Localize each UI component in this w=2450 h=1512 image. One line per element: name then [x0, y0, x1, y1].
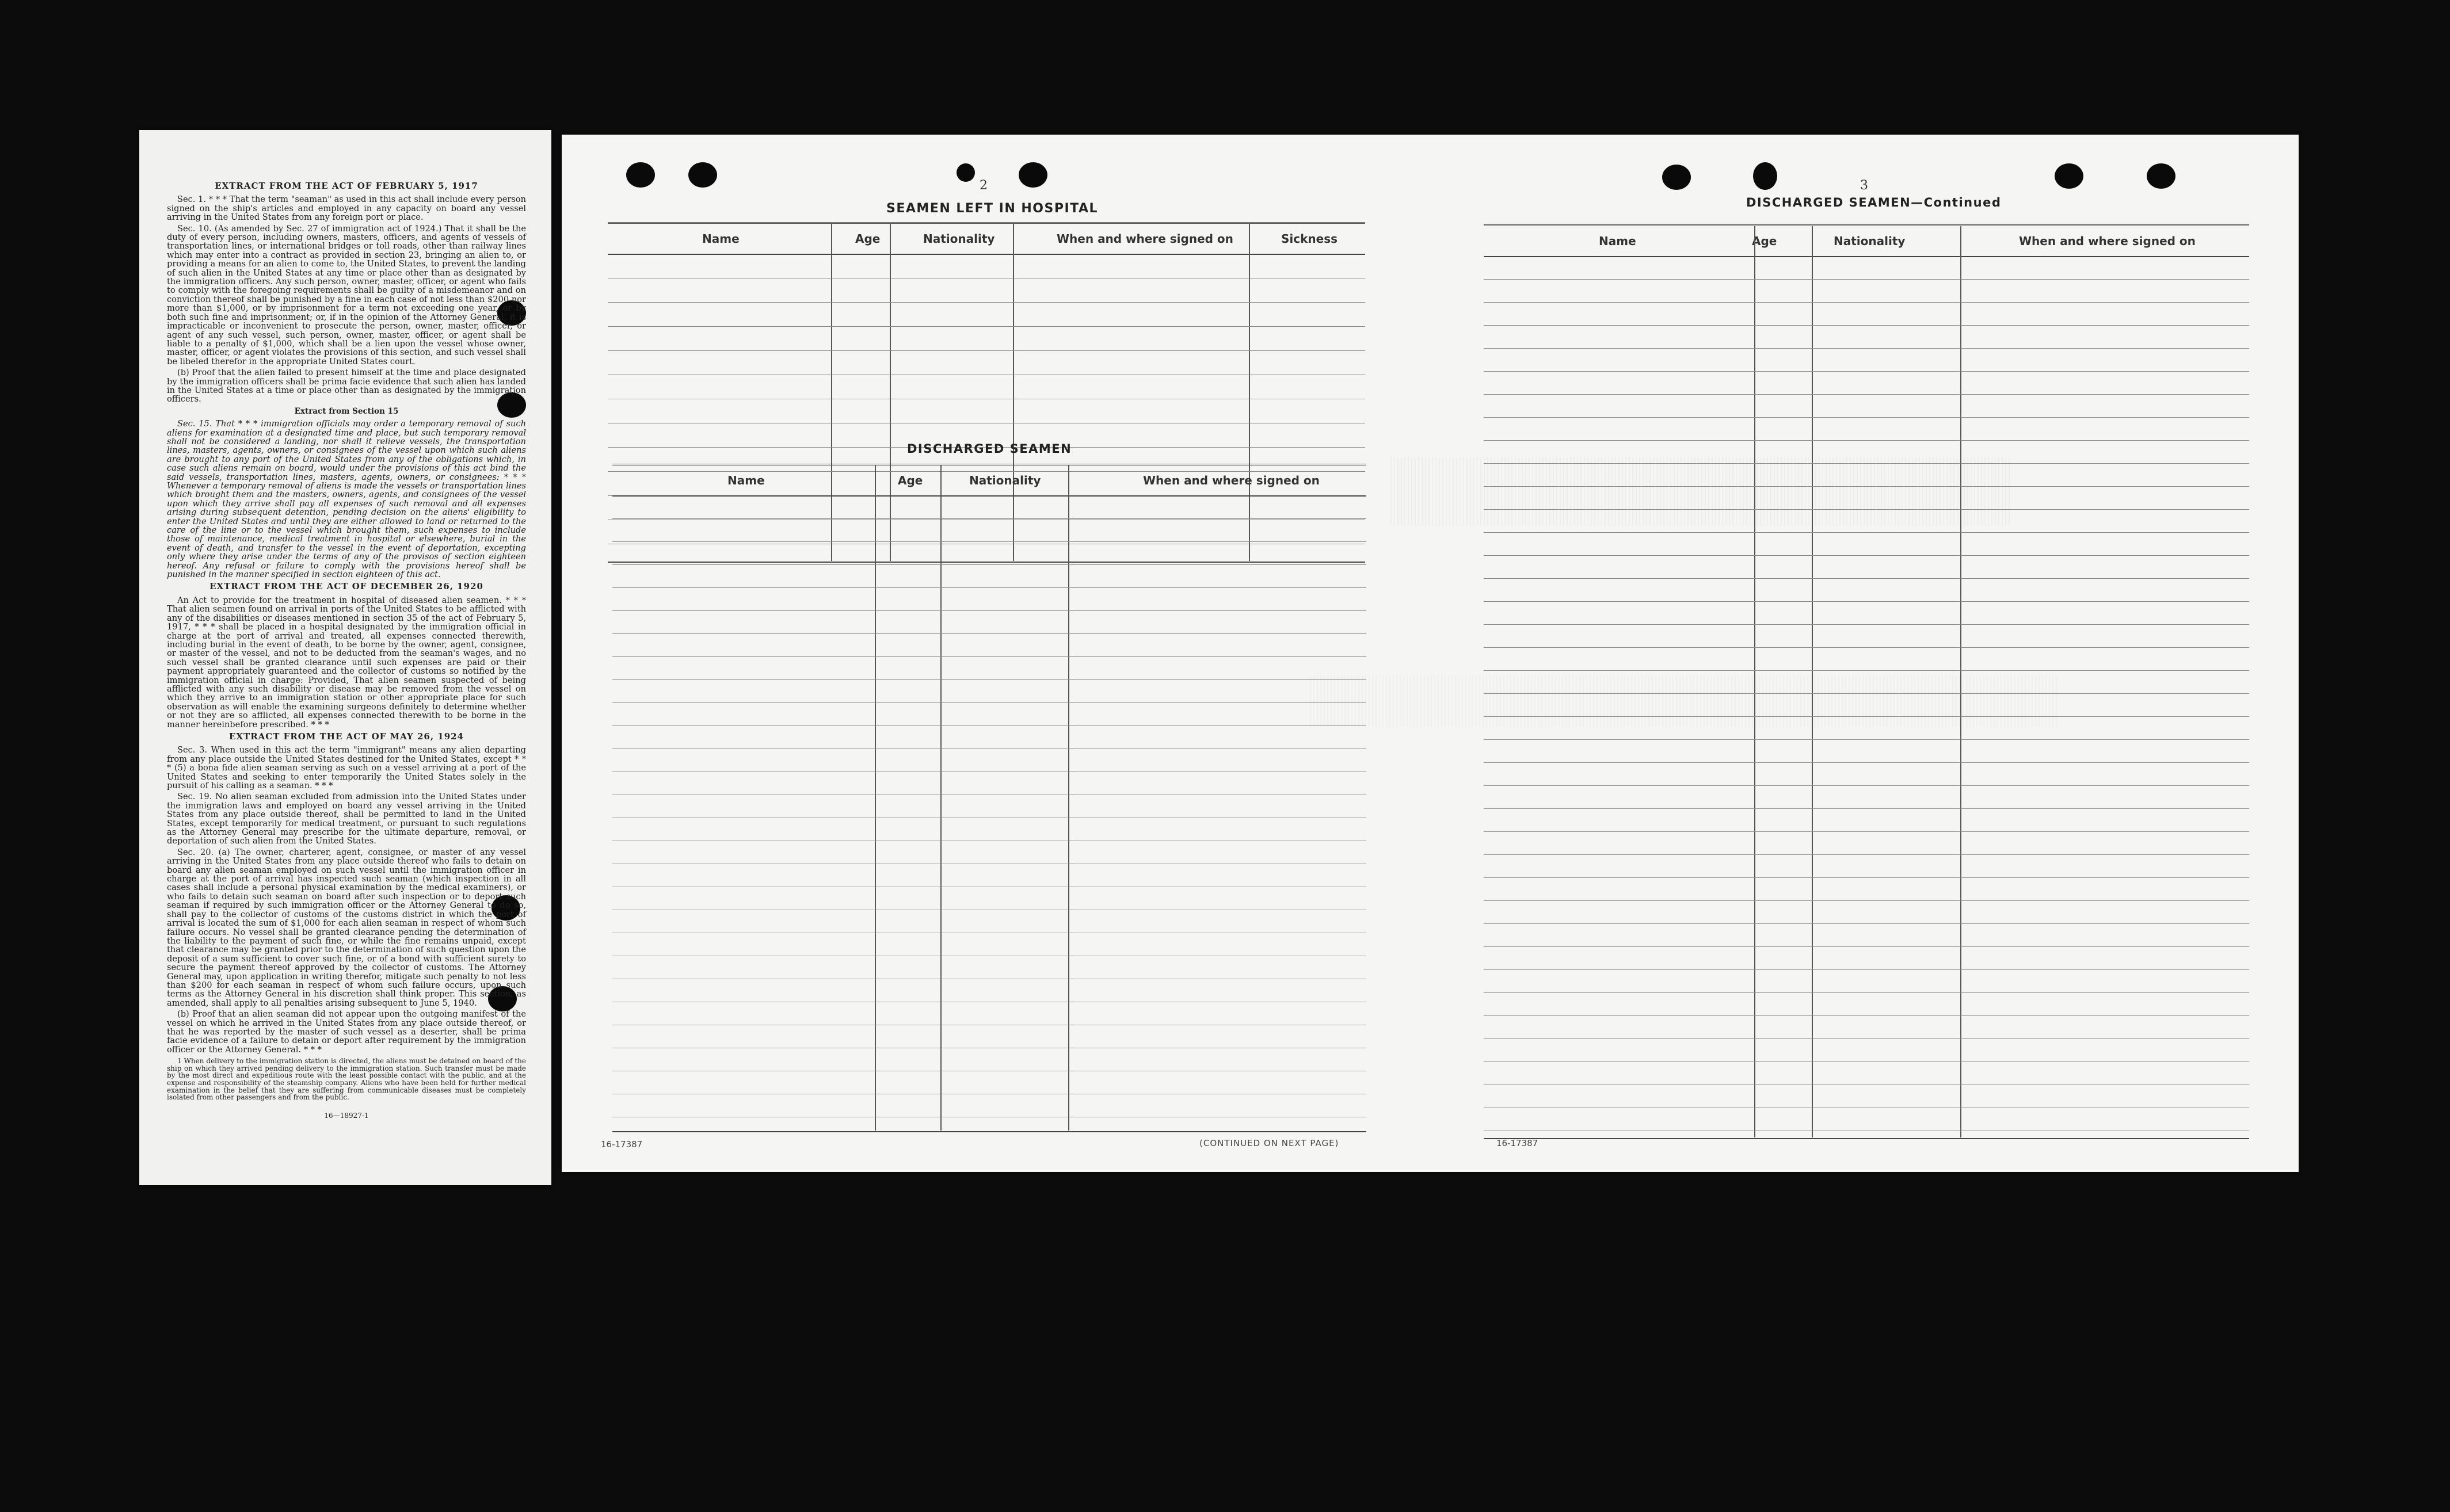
col-sickness: Sickness — [1281, 232, 1338, 246]
column-divider — [1812, 226, 1813, 1137]
blank-row-line — [1484, 992, 2249, 993]
blank-row-line — [1484, 831, 2249, 832]
col-name: Name — [1599, 234, 1636, 248]
heading-act-1924: EXTRACT FROM THE ACT OF MAY 26, 1924 — [228, 731, 464, 742]
paragraph: (b) Proof that the alien failed to present himself at the time and place designated by the immigration officers shall be prima facie evidence that such alien has landed in the United States at a time or place other than as designated by the immigration officers. — [167, 368, 526, 404]
blank-row-line — [1484, 647, 2249, 648]
punch-hole — [2147, 163, 2175, 189]
form-number-page-3: 16-17387 — [1496, 1138, 1538, 1148]
col-nationality: Nationality — [969, 474, 1041, 487]
footnote: 1 When delivery to the immigration station is directed, the aliens must be detained on board of the ship on which they arrived pending delivery to the immigration station. Such transfer must be made by the most direct and expeditious route with the least possible contact with the public, and at the expense and responsibility of the steamship company. Aliens who have been held for further medical examination in the belief that they are suffering from communicable diseases must be completely isolated from other passengers and from the public. — [167, 1057, 526, 1102]
blank-row-line — [1484, 716, 2249, 717]
blank-row-line — [1484, 762, 2249, 763]
blank-row-line — [1484, 969, 2249, 970]
column-divider — [1754, 226, 1755, 1137]
paragraph: Sec. 1. * * * That the term "seaman" as used in this act shall include every person signed on the ship's articles and employed in any capacity on board any vessel arriving in the United States from any foreign port or place. — [167, 194, 526, 223]
punch-hole — [957, 163, 975, 182]
law-extract-text — [167, 178, 526, 1120]
blank-row-line — [608, 302, 1365, 303]
blank-row-line — [1484, 808, 2249, 809]
blank-row-line — [1484, 279, 2249, 280]
col-age: Age — [1752, 234, 1777, 248]
blank-row-line — [1484, 371, 2249, 372]
hospital-section-title: SEAMEN LEFT IN HOSPITAL — [886, 201, 1099, 216]
blank-row-line — [1484, 624, 2249, 625]
paragraph: (b) Proof that an alien seaman did not appear upon the outgoing manifest of the vessel on which he arrived in the United States from any place outside thereof, or that he was reported by the master of such vessel as a deserter, shall be prima facie evidence of a failure to detain or deport after requirement by the immigration officer or the Attorney General. * * * — [167, 1009, 526, 1055]
page-number-3: 3 — [1860, 178, 1868, 193]
col-name: Name — [702, 232, 740, 246]
punch-hole — [1662, 165, 1691, 190]
col-signed-on: When and where signed on — [1057, 232, 1233, 246]
col-age: Age — [898, 474, 923, 487]
col-signed-on: When and where signed on — [2019, 234, 2196, 248]
blank-row-line — [612, 656, 1366, 657]
blank-row-line — [1484, 417, 2249, 418]
blank-row-line — [1484, 440, 2249, 441]
page-number-2: 2 — [980, 178, 988, 193]
col-nationality: Nationality — [1834, 234, 1906, 248]
blank-row-line — [612, 610, 1366, 611]
blank-row-line — [1484, 1038, 2249, 1039]
paragraph: Sec. 19. No alien seaman excluded from admission into the United States under the immigration laws and employed on board any vessel arriving in the United States from any place outside thereof, shall be permitted to land in the United States, except temporarily for medical treatment, or pursuant to such regulations as the Attorney General may prescribe for the ultimate departure, removal, or deportation of such alien from the United States. — [167, 792, 526, 846]
punch-hole — [626, 162, 655, 188]
col-signed-on: When and where signed on — [1143, 474, 1320, 487]
blank-row-line — [1484, 463, 2249, 464]
punch-hole — [688, 162, 717, 188]
col-age: Age — [855, 232, 881, 246]
punch-hole — [2055, 163, 2083, 189]
column-divider — [1068, 465, 1069, 1131]
blank-row-line — [1484, 532, 2249, 533]
discharged-table — [612, 464, 1366, 1131]
blank-row-line — [612, 702, 1366, 703]
blank-row-line — [612, 587, 1366, 588]
manifest-form-sheet — [562, 135, 2299, 1172]
blank-row-line — [1484, 1015, 2249, 1016]
blank-row-line — [1484, 578, 2249, 579]
blank-row-line — [1484, 923, 2249, 924]
blank-row-line — [1484, 739, 2249, 740]
blank-row-line — [1484, 325, 2249, 326]
paragraph: Sec. 3. When used in this act the term "immigrant" means any alien departing from any place outside the United States destined for the United States, except * * * (5) a bona fide alien seaman serving as such on a vessel arriving at a port of the United States and seeking to enter temporarily the United States solely in the pursuit of his calling as a seaman. * * * — [167, 745, 526, 791]
header-rule — [612, 495, 1366, 497]
blank-row-line — [1484, 302, 2249, 303]
continued-note: (CONTINUED ON NEXT PAGE) — [1199, 1138, 1339, 1148]
blank-row-line — [1484, 670, 2249, 671]
blank-row-line — [1484, 601, 2249, 602]
blank-row-line — [608, 326, 1365, 327]
blank-row-line — [1484, 854, 2249, 855]
paragraph: Sec. 15. That * * * immigration officials may order a temporary removal of such aliens for examination at a designated time and place, but such temporary removal shall not be considered a landing, nor shall it relieve vessels, the transportation lines, masters, agents, owners, or consignees of the vessel upon which such aliens are brought to any port of the United States from any of the obligations which, in case such aliens remain on board, would under the provisions of this act bind the said vessels, transportation lines, masters, agents, owners, or consignees: * * * Whenever a temporary removal of aliens is made the vessels or transportation lines which brought them and the masters, owners, agents, and consignees of the vessel upon which they arrive shall pay all expenses of such removal and all expenses arising during subsequent detention, pending decision on the aliens' eligibility to enter the United States and until they are either allowed to land or returned to the care of the line or to the vessel which brought them, such expenses to include those of maintenance, medical treatment in hospital or elsewhere, burial in the event of death, and transfer to the vessel in the event of deportation, excepting only where they arise under the terms of any of the provisos of section eighteen hereof. Any refusal or failure to comply with the provisions hereof shall be punished in the manner specified in section eighteen of this act. — [167, 419, 526, 580]
blank-row-line — [612, 564, 1366, 565]
blank-row-line — [1484, 785, 2249, 786]
discharged-section-title: DISCHARGED SEAMEN — [907, 442, 1072, 456]
form-number-page-2: 16-17387 — [601, 1139, 643, 1150]
form-code: 16—18927-1 — [324, 1111, 369, 1120]
paragraph: An Act to provide for the treatment in hospital of diseased alien seamen. * * * That alien seamen found on arrival in ports of the United States to be afflicted with any of the disabilities or diseases mentioned in section 35 of the act of February 5, 1917, * * * shall be placed in a hospital designated by the immigration official in charge at the port of arrival and treated, all expenses connected therewith, including burial in the event of death, to be borne by the owner, agent, consignee, or master of the vessel, and not to be deducted from the seaman's wages, and no such vessel shall be granted clearance until such expenses are paid or their payment appropriately guaranteed and the collector of customs so notified by the immigration official in charge: Provided, That alien seamen suspected of being afflicted with any such disability or disease may be removed from the vessel on which they arrive to an immigration station or other appropriate place for such observation as will enable the examining surgeons definitely to determine whether or not they are so afflicted, all expenses connected therewith to be borne in the manner hereinbefore prescribed. * * * — [167, 595, 526, 730]
blank-row-line — [1484, 555, 2249, 556]
blank-row-line — [1484, 348, 2249, 349]
col-nationality: Nationality — [923, 232, 995, 246]
header-rule — [608, 254, 1365, 255]
heading-act-1920: EXTRACT FROM THE ACT OF DECEMBER 26, 1920 — [209, 581, 483, 592]
punch-hole — [1753, 162, 1777, 190]
column-divider — [875, 465, 876, 1131]
table-bottom-rule — [1484, 1138, 2249, 1139]
blank-row-line — [612, 518, 1366, 519]
blank-row-line — [1484, 394, 2249, 395]
blank-row-line — [612, 633, 1366, 634]
column-divider — [1960, 226, 1961, 1137]
discharged-continued-title: DISCHARGED SEAMEN—Continued — [1746, 196, 2002, 209]
header-rule — [1484, 256, 2249, 257]
table-bottom-rule — [612, 1131, 1366, 1132]
heading-act-1917: EXTRACT FROM THE ACT OF FEBRUARY 5, 1917 — [215, 181, 478, 191]
punch-hole — [1019, 162, 1047, 188]
blank-row-line — [608, 350, 1365, 351]
blank-row-line — [1484, 877, 2249, 878]
blank-row-line — [1484, 693, 2249, 694]
column-divider — [940, 465, 942, 1131]
blank-row-line — [1484, 946, 2249, 947]
law-extract-sheet — [139, 130, 551, 1185]
blank-row-line — [1484, 486, 2249, 487]
paragraph: Sec. 20. (a) The owner, charterer, agent, consignee, or master of any vessel arriving in the United States from any place outside thereof who fails to detain on board any alien seaman employed on such vessel until the immigration officer in charge at the port of arrival has inspected such seaman (which inspection in all cases shall include a personal physical examination by the medical examiners), or who fails to detain such seaman on board after such inspection or to deport such seaman if required by such immigration officer or the Attorney General to do so, shall pay to the collector of customs of the customs district in which the port of arrival is located the sum of $1,000 for each alien seaman in respect of whom such failure occurs. No vessel shall be granted clearance pending the determination of the liability to the payment of such fine, or while the fine remains unpaid, except that clearance may be granted prior to the determination of such question upon the deposit of a sum sufficient to cover such fine, or of a bond with sufficient surety to secure the payment thereof approved by the collector of customs. The Attorney General may, upon application in writing therefor, mitigate such penalty to not less than $200 for each seaman in respect of whom such failure occurs, upon such terms as the Attorney General in his discretion shall think proper. This section, as amended, shall apply to all penalties arising subsequent to June 5, 1940. — [167, 847, 526, 1008]
col-name: Name — [727, 474, 765, 487]
blank-row-line — [1484, 900, 2249, 901]
blank-row-line — [612, 541, 1366, 542]
blank-row-line — [612, 679, 1366, 680]
paragraph: Sec. 10. (As amended by Sec. 27 of immigration act of 1924.) That it shall be the duty of every person, including owners, masters, officers, and agents of vessels of transportation lines, or international bridges or toll roads, other than railway lines which may enter into a contract as provided in section 23, bringing an alien to, or providing a means for an alien to come to, the United States, to prevent the landing of such alien in the United States at any time or place other than as designated by the immigration officers. Any such person, owner, master, officer, or agent who fails to comply with the foregoing requirements shall be guilty of a misdemeanor and on conviction thereof shall be punished by a fine in each case of not less than $200 nor more than $1,000, or by imprisonment for a term not exceeding one year, or by both such fine and imprisonment; or, if in the opinion of the Attorney General, it is impracticable or inconvenient to prosecute the person, owner, master, officer, or agent of any such vessel, such person, owner, master, officer, or agent shall be liable to a penalty of $1,000, which shall be a lien upon the vessel whose owner, master, officer, or agent violates the provisions of this section, and such vessel shall be libeled therefor in the appropriate United States court. — [167, 223, 526, 366]
discharged-continued-table — [1484, 224, 2249, 1137]
blank-row-line — [1484, 509, 2249, 510]
subheading-section-15: Extract from Section 15 — [294, 406, 399, 416]
